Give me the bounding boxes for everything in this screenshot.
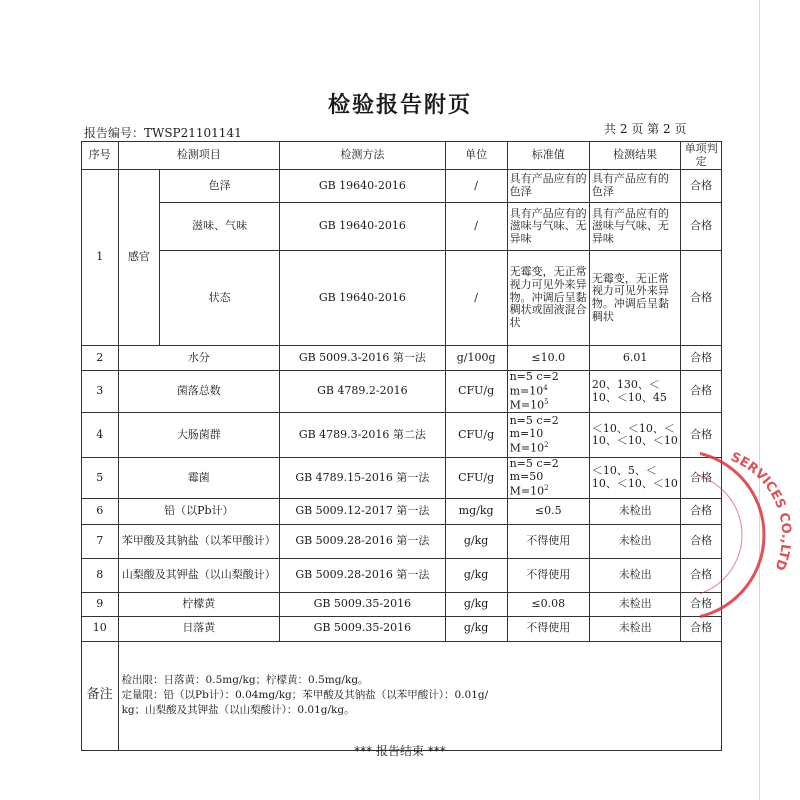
row-no: 3 bbox=[82, 371, 119, 413]
row-method: GB 5009.3-2016 第一法 bbox=[280, 346, 446, 371]
row-result: 具有产品应有的色泽 bbox=[589, 170, 680, 203]
header-no: 序号 bbox=[82, 142, 119, 170]
row-no: 6 bbox=[82, 498, 119, 524]
row-result: 无霉变，无正常视力可见外来异物。冲调后呈黏稠状 bbox=[589, 251, 680, 346]
header-verdict: 单项判定 bbox=[681, 142, 722, 170]
header-method: 检测方法 bbox=[280, 142, 446, 170]
standard-line-a: n=5 c=2 m=10 bbox=[509, 414, 559, 441]
standard-exp-b: 5 bbox=[544, 397, 549, 406]
standard-exp-a: 4 bbox=[543, 383, 548, 392]
seal-text: SERVICES CO.,LTD bbox=[728, 450, 794, 573]
row-unit: / bbox=[445, 203, 507, 251]
row-verdict: 合格 bbox=[681, 170, 722, 203]
row-standard: 具有产品应有的色泽 bbox=[507, 170, 589, 203]
row-method: GB 4789.15-2016 第一法 bbox=[280, 458, 446, 499]
row-no: 9 bbox=[82, 592, 119, 616]
row-unit: CFU/g bbox=[445, 413, 507, 458]
row-no: 1 bbox=[82, 170, 119, 346]
table-row bbox=[82, 251, 722, 346]
report-number: 报告编号：TWSP21101141 bbox=[84, 126, 242, 140]
table-row bbox=[82, 592, 722, 616]
row-item: 菌落总数 bbox=[118, 371, 280, 413]
row-no: 2 bbox=[82, 346, 119, 371]
table-row bbox=[82, 458, 722, 499]
row-verdict: 合格 bbox=[681, 524, 722, 558]
row-unit: CFU/g bbox=[445, 458, 507, 499]
row-no: 7 bbox=[82, 524, 119, 558]
header-standard: 标准值 bbox=[507, 142, 589, 170]
row-standard bbox=[507, 413, 589, 458]
page-edge bbox=[759, 0, 760, 800]
row-result: 6.01 bbox=[589, 346, 680, 371]
row-unit: g/kg bbox=[445, 558, 507, 592]
row-result: 未检出 bbox=[589, 616, 680, 641]
seal-inner-ring bbox=[700, 473, 742, 597]
row-standard: ≤0.5 bbox=[507, 498, 589, 524]
row-method: GB 19640-2016 bbox=[280, 251, 446, 346]
table-row bbox=[82, 524, 722, 558]
table-row bbox=[82, 558, 722, 592]
notes-line: 定量限：铅（以Pb计）：0.04mg/kg；苯甲酸及其钠盐（以苯甲酸计）：0.01g/ bbox=[121, 689, 489, 702]
row-method: GB 4789.2-2016 bbox=[280, 371, 446, 413]
row-item: 色泽 bbox=[160, 170, 280, 203]
row-category: 感官 bbox=[118, 170, 160, 346]
notes-row bbox=[82, 641, 722, 750]
row-result: 未检出 bbox=[589, 592, 680, 616]
row-method: GB 5009.12-2017 第一法 bbox=[280, 498, 446, 524]
row-no: 4 bbox=[82, 413, 119, 458]
row-result: 未检出 bbox=[589, 558, 680, 592]
table-row bbox=[82, 413, 722, 458]
row-unit: / bbox=[445, 251, 507, 346]
row-verdict: 合格 bbox=[681, 558, 722, 592]
row-method: GB 5009.28-2016 第一法 bbox=[280, 558, 446, 592]
row-verdict: 合格 bbox=[681, 203, 722, 251]
row-standard: ≤0.08 bbox=[507, 592, 589, 616]
row-result: 未检出 bbox=[589, 498, 680, 524]
row-item: 滋味、气味 bbox=[160, 203, 280, 251]
row-item: 水分 bbox=[118, 346, 280, 371]
table-row bbox=[82, 346, 722, 371]
row-standard: 无霉变，无正常视力可见外来异物。冲调后呈黏稠状或固液混合状 bbox=[507, 251, 589, 346]
notes-content bbox=[118, 641, 721, 750]
row-item: 柠檬黄 bbox=[118, 592, 280, 616]
row-verdict: 合格 bbox=[681, 616, 722, 641]
row-item: 霉菌 bbox=[118, 458, 280, 499]
table-row bbox=[82, 170, 722, 203]
table-row bbox=[82, 203, 722, 251]
row-standard: 不得使用 bbox=[507, 558, 589, 592]
table-row bbox=[82, 616, 722, 641]
row-verdict: 合格 bbox=[681, 592, 722, 616]
row-result: 具有产品应有的滋味与气味、无异味 bbox=[589, 203, 680, 251]
notes-line: kg；山梨酸及其钾盐（以山梨酸计）：0.01g/kg。 bbox=[121, 704, 355, 717]
row-standard bbox=[507, 458, 589, 499]
standard-line-a: n=5 c=2 m=50 bbox=[509, 457, 559, 483]
row-item: 苯甲酸及其钠盐（以苯甲酸计） bbox=[118, 524, 280, 558]
row-unit: g/kg bbox=[445, 524, 507, 558]
table-row bbox=[82, 498, 722, 524]
standard-line-b: M=10 bbox=[509, 398, 545, 412]
row-result: ＜10、5、＜10、＜10、＜10 bbox=[589, 458, 680, 499]
row-standard bbox=[507, 371, 589, 413]
row-method: GB 5009.35-2016 bbox=[280, 592, 446, 616]
row-method: GB 19640-2016 bbox=[280, 203, 446, 251]
row-no: 8 bbox=[82, 558, 119, 592]
standard-line-a: n=5 c=2 m=10 bbox=[509, 370, 559, 398]
standard-line-b: M=10 bbox=[509, 484, 545, 498]
row-verdict: 合格 bbox=[681, 458, 722, 499]
row-unit: g/100g bbox=[445, 346, 507, 371]
standard-exp-b: 2 bbox=[544, 483, 549, 492]
row-item: 日落黄 bbox=[118, 616, 280, 641]
standard-line-b: M=10 bbox=[509, 441, 545, 455]
row-unit: mg/kg bbox=[445, 498, 507, 524]
row-standard: 具有产品应有的滋味与气味、无异味 bbox=[507, 203, 589, 251]
row-result: 未检出 bbox=[589, 524, 680, 558]
row-method: GB 5009.28-2016 第一法 bbox=[280, 524, 446, 558]
row-unit: CFU/g bbox=[445, 371, 507, 413]
row-unit: g/kg bbox=[445, 616, 507, 641]
page-title: 检验报告附页 bbox=[327, 93, 472, 118]
header-row bbox=[82, 142, 722, 170]
row-unit: / bbox=[445, 170, 507, 203]
row-standard: 不得使用 bbox=[507, 524, 589, 558]
header-unit: 单位 bbox=[445, 142, 507, 170]
row-unit: g/kg bbox=[445, 592, 507, 616]
notes-label: 备注 bbox=[82, 641, 119, 750]
row-verdict: 合格 bbox=[681, 371, 722, 413]
report-end-marker: *** 报告结束 *** bbox=[354, 744, 446, 758]
standard-exp-b: 2 bbox=[544, 440, 549, 449]
row-verdict: 合格 bbox=[681, 251, 722, 346]
row-verdict: 合格 bbox=[681, 498, 722, 524]
row-result: ＜10、＜10、＜10、＜10、＜10 bbox=[589, 413, 680, 458]
row-item: 状态 bbox=[160, 251, 280, 346]
inspection-table bbox=[81, 141, 722, 751]
row-method: GB 19640-2016 bbox=[280, 170, 446, 203]
row-standard: 不得使用 bbox=[507, 616, 589, 641]
table-row bbox=[82, 371, 722, 413]
row-item: 大肠菌群 bbox=[118, 413, 280, 458]
header-item: 检测项目 bbox=[118, 142, 280, 170]
header-result: 检测结果 bbox=[589, 142, 680, 170]
row-verdict: 合格 bbox=[681, 413, 722, 458]
row-verdict: 合格 bbox=[681, 346, 722, 371]
row-standard: ≤10.0 bbox=[507, 346, 589, 371]
row-method: GB 4789.3-2016 第二法 bbox=[280, 413, 446, 458]
row-result: 20、130、＜10、＜10、45 bbox=[589, 371, 680, 413]
row-no: 10 bbox=[82, 616, 119, 641]
row-item: 铅（以Pb计） bbox=[118, 498, 280, 524]
row-method: GB 5009.35-2016 bbox=[280, 616, 446, 641]
company-seal bbox=[700, 450, 800, 620]
page-indicator: 共 2 页 第 2 页 bbox=[604, 122, 687, 136]
row-no: 5 bbox=[82, 458, 119, 499]
notes-line: 检出限：日落黄：0.5mg/kg；柠檬黄：0.5mg/kg。 bbox=[121, 673, 369, 686]
row-item: 山梨酸及其钾盐（以山梨酸计） bbox=[118, 558, 280, 592]
